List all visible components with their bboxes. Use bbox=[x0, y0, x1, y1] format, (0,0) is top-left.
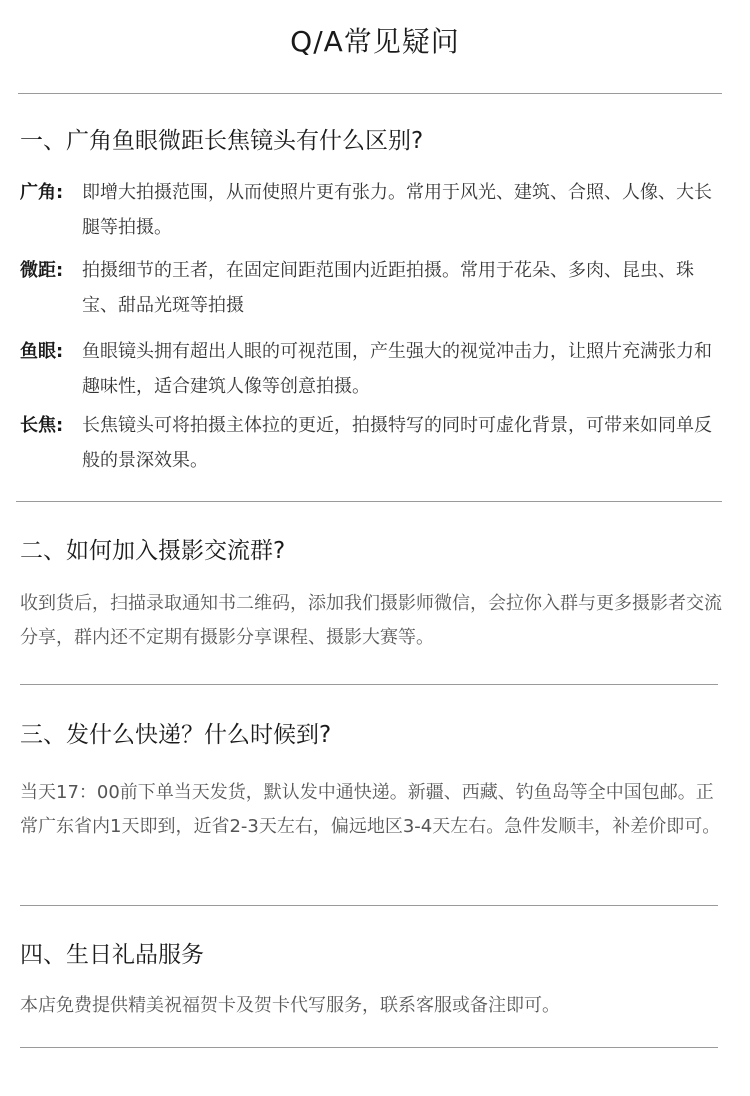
answer-birthday-gift: 本店免费提供精美祝福贺卡及贺卡代写服务，联系客服或备注即可。 bbox=[20, 995, 560, 1016]
question-heading-photo-group: 二、如何加入摄影交流群? bbox=[20, 538, 286, 564]
section-divider bbox=[20, 684, 718, 685]
section-divider bbox=[16, 501, 722, 502]
definition-term: 微距: bbox=[20, 260, 64, 281]
definition-term: 鱼眼: bbox=[20, 341, 64, 362]
question-heading-shipping: 三、发什么快递？什么时候到? bbox=[20, 722, 332, 748]
page-title: Q/A常见疑问 bbox=[290, 25, 460, 58]
question-heading-birthday-gift: 四、生日礼品服务 bbox=[20, 942, 204, 968]
definition-text: 拍摄细节的王者，在固定间距范围内近距拍摄。常用于花朵、多肉、昆虫、珠宝、甜品光斑等拍摄 bbox=[82, 260, 694, 316]
definition-term: 广角: bbox=[20, 182, 64, 203]
title-divider bbox=[18, 93, 722, 94]
definition-term: 长焦: bbox=[20, 415, 64, 436]
question-heading-lens-types: 一、广角鱼眼微距长焦镜头有什么区别? bbox=[20, 128, 424, 154]
definition-text: 即增大拍摄范围，从而使照片更有张力。常用于风光、建筑、合照、人像、大长腿等拍摄。 bbox=[82, 182, 712, 238]
answer-shipping: 当天17：00前下单当天发货，默认发中通快递。新疆、西藏、钓鱼岛等全中国包邮。正常广东省内1天即到，近省2-3天左右，偏远地区3-4天左右。急件发顺丰，补差价即可。 bbox=[20, 782, 721, 837]
section-divider bbox=[20, 1047, 718, 1048]
definition-text: 鱼眼镜头拥有超出人眼的可视范围，产生强大的视觉冲击力，让照片充满张力和趣味性，适合建筑人像等创意拍摄。 bbox=[82, 341, 712, 397]
answer-photo-group: 收到货后，扫描录取通知书二维码，添加我们摄影师微信，会拉你入群与更多摄影者交流分享，群内还不定期有摄影分享课程、摄影大赛等。 bbox=[20, 593, 722, 648]
definition-text: 长焦镜头可将拍摄主体拉的更近，拍摄特写的同时可虚化背景，可带来如同单反般的景深效果。 bbox=[82, 415, 712, 471]
section-divider bbox=[20, 905, 718, 906]
